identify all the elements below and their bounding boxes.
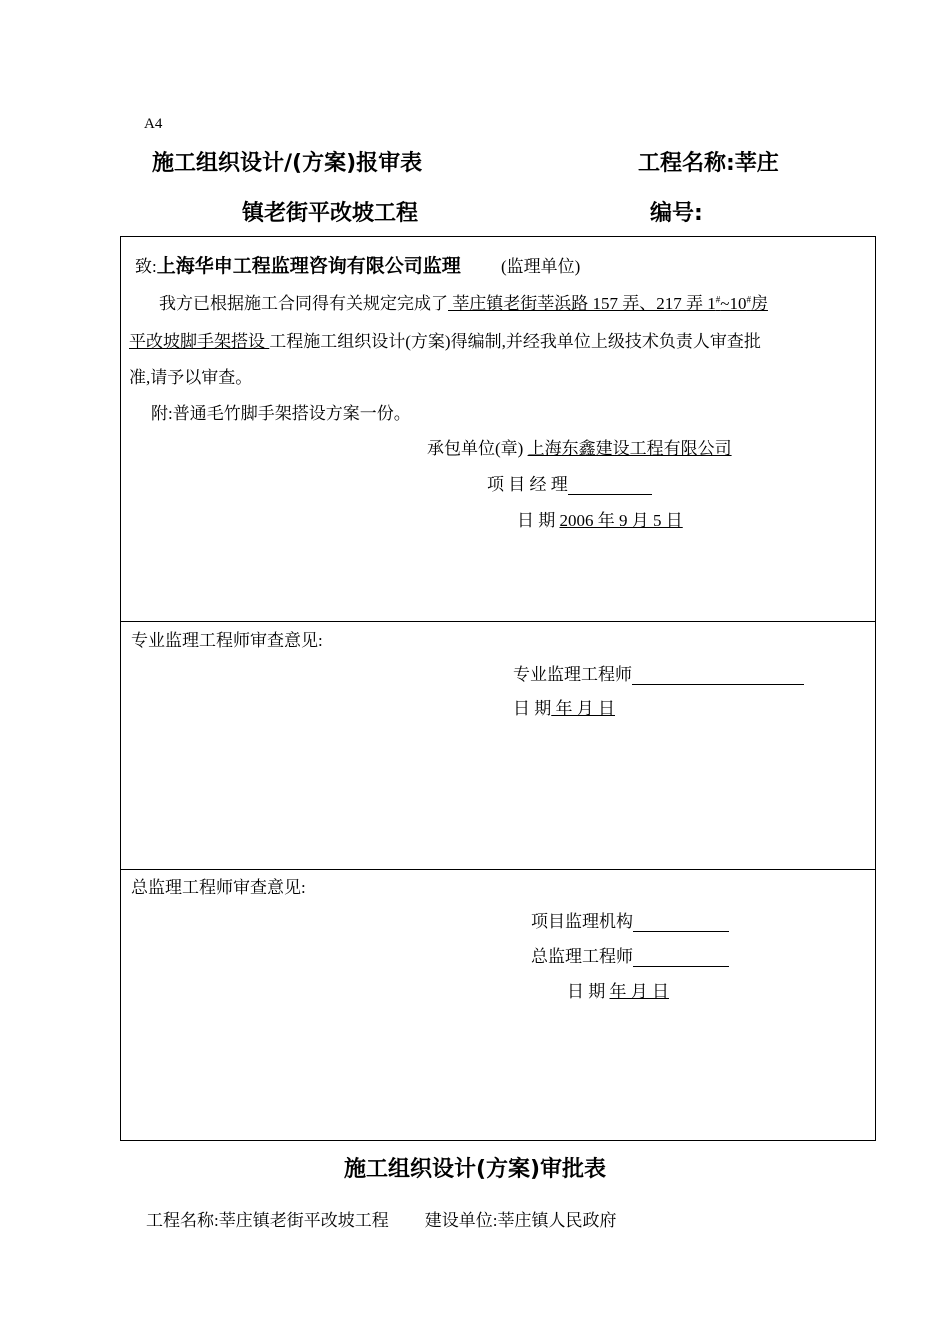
specialist-engineer-label: 专业监理工程师 bbox=[513, 665, 632, 684]
chief-signature-line bbox=[633, 948, 729, 967]
chief-review-heading: 总监理工程师审查意见: bbox=[131, 878, 306, 897]
project-description: 莘庄镇老街莘浜路 157 弄、217 弄 1#~10#房 bbox=[448, 294, 768, 313]
chief-engineer-label: 总监理工程师 bbox=[531, 947, 633, 966]
addressee-line bbox=[135, 251, 580, 278]
divider-2 bbox=[121, 869, 875, 870]
supervision-org-line bbox=[531, 907, 729, 932]
date-label-2: 日 期 bbox=[513, 699, 552, 718]
date-label-3: 日 期 bbox=[567, 982, 606, 1001]
project-name-label: 工程名称:莘庄 bbox=[638, 151, 779, 176]
addressee-suffix: (监理单位) bbox=[501, 257, 581, 276]
body-line2-text: 工程施工组织设计(方案)得编制,并经我单位上级技术负责人审查批 bbox=[269, 332, 761, 351]
form-frame bbox=[120, 236, 876, 1141]
divider-1 bbox=[121, 621, 875, 622]
date-label-1: 日 期 bbox=[517, 511, 556, 530]
project-name-continued: 镇老街平改坡工程 bbox=[242, 201, 419, 226]
addressee-prefix: 致: bbox=[135, 257, 157, 276]
contractor-value: 上海东鑫建设工程有限公司 bbox=[527, 439, 732, 458]
date-line-3 bbox=[567, 977, 669, 1002]
date-value-1: 2006 年 9 月 5 日 bbox=[559, 511, 683, 530]
pm-label: 项 目 经 理 bbox=[487, 475, 568, 494]
date-line-2 bbox=[513, 694, 615, 719]
body-line-3: 准,请予以审查。 bbox=[129, 368, 253, 387]
form-code: A4 bbox=[144, 116, 163, 132]
approval-footer bbox=[146, 1206, 616, 1231]
chief-engineer-line bbox=[531, 942, 729, 967]
contractor-line bbox=[427, 434, 732, 459]
date-value-2: 年 月 日 bbox=[551, 699, 615, 718]
approval-builder: 建设单位:莘庄镇人民政府 bbox=[424, 1211, 617, 1230]
org-signature-line bbox=[633, 913, 729, 932]
body-line-2 bbox=[129, 327, 761, 352]
approval-project-name: 工程名称:莘庄镇老街平改坡工程 bbox=[146, 1211, 389, 1230]
project-description-cont: 平改坡脚手架搭设 bbox=[129, 332, 270, 351]
body-line1-text: 我方已根据施工合同得有关规定完成了 bbox=[159, 294, 448, 313]
specialist-review-heading: 专业监理工程师审查意见: bbox=[131, 631, 323, 650]
approval-title: 施工组织设计(方案)审批表 bbox=[343, 1157, 607, 1182]
addressee-company: 上海华申工程监理咨询有限公司监理 bbox=[156, 255, 461, 277]
attachment-note: 附:普通毛竹脚手架搭设方案一份。 bbox=[151, 404, 411, 423]
pm-line bbox=[487, 470, 652, 495]
body-line-1 bbox=[159, 289, 768, 314]
supervision-org-label: 项目监理机构 bbox=[531, 912, 633, 931]
form-title: 施工组织设计/(方案)报审表 bbox=[152, 151, 423, 176]
specialist-engineer-line bbox=[513, 660, 804, 685]
specialist-signature-line bbox=[632, 666, 804, 685]
date-line-1 bbox=[517, 506, 683, 531]
contractor-label: 承包单位(章) bbox=[427, 439, 524, 458]
date-value-3: 年 月 日 bbox=[609, 982, 669, 1001]
number-label: 编号: bbox=[650, 201, 703, 226]
pm-signature-line bbox=[568, 476, 652, 495]
